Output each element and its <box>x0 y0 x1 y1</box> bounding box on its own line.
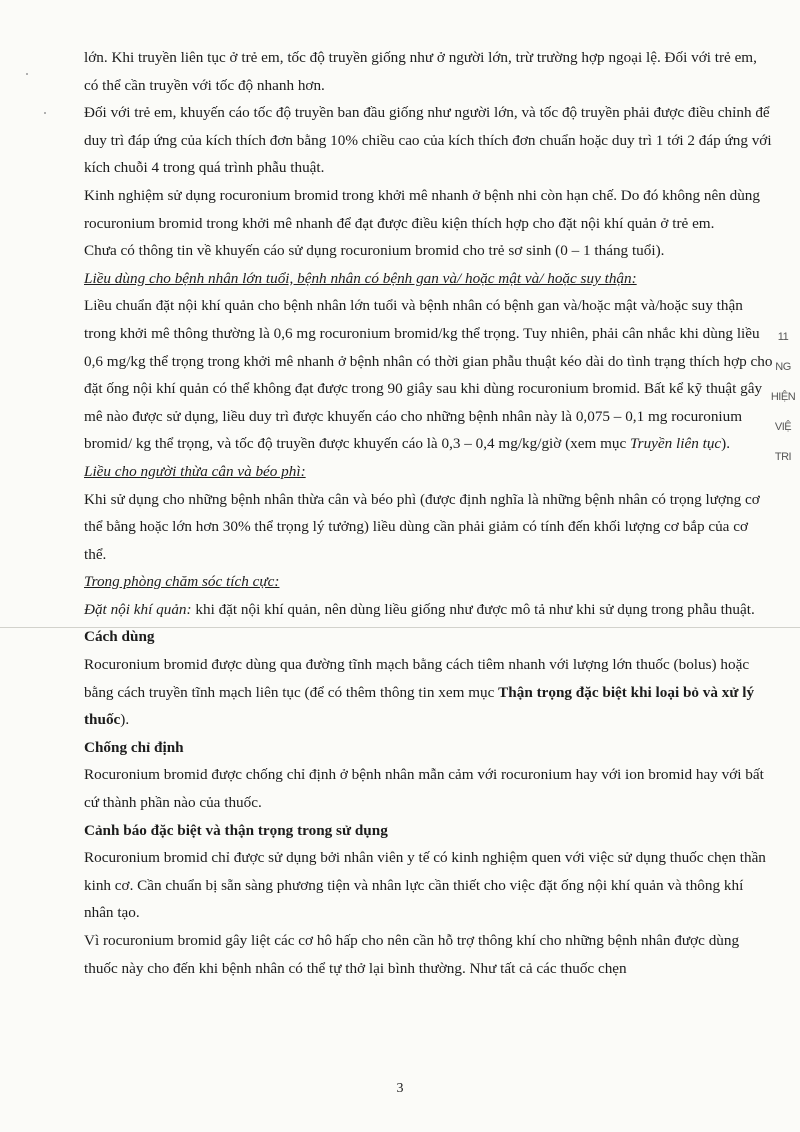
stamp-text: NG <box>775 361 791 373</box>
section-heading: Chống chỉ định <box>84 738 184 756</box>
section-heading: Cảnh báo đặc biệt và thận trọng trong sử dụng <box>84 821 388 839</box>
paragraph <box>84 596 774 624</box>
document-body <box>84 44 774 982</box>
paragraph <box>84 292 774 458</box>
paragraph-text: Liều chuẩn đặt nội khí quản cho bệnh nhân lớn tuổi và bệnh nhân có bệnh gan và/hoặc mật và/hoặc suy thận trong khởi mê thông thường là 0,6 mg rocuronium bromid/kg thể trọng. Tuy nhiên, phải cân nhắc khi dùng liều 0,6 mg/kg thể trọng trong khởi mê nhanh ở bệnh nhân có thời gian phẫu thuật kéo dài do tình trạng thích hợp cho đặt ống nội khí quản có thể không đạt được trong 90 giây sau khi dùng rocuronium bromid. Bất kể kỹ thuật gây mê nào được sử dụng, liều duy trì được khuyến cáo cho những bệnh nhân này là 0,075 – 0,1 mg rocuronium bromid/ kg thể trọng, và tốc độ truyền được khuyến cáo là 0,3 – 0,4 mg/kg/giờ (xem mục <box>84 297 773 453</box>
page-fold-line <box>0 627 800 628</box>
stamp-text: HIỆN <box>770 391 796 403</box>
cross-reference: Thận trọng đặc biệt khi loại bỏ và xử lý thuốc <box>84 683 755 729</box>
paragraph: Rocuronium bromid chỉ được sử dụng bởi nhân viên y tế có kinh nghiệm quen với việc sử dụng thuốc chẹn thần kinh cơ. Cần chuẩn bị sẵn sàng phương tiện và nhân lực cần thiết cho việc đặt ống nội khí quản và thông khí nhân tạo. <box>84 849 766 922</box>
paragraph: lớn. Khi truyền liên tục ở trẻ em, tốc độ truyền giống như ở người lớn, trừ trường hợp ngoại lệ. Đối với trẻ em, có thể cần truyền với tốc độ nhanh hơn. <box>84 49 757 94</box>
paragraph: Khi sử dụng cho những bệnh nhân thừa cân và béo phì (được định nghĩa là những bệnh nhân có trọng lượng cơ thể bằng hoặc lớn hơn 30% thể trọng lý tưởng) liều dùng cần phải giảm có tính đến khối lượng cơ bắp của cơ thể. <box>84 490 760 563</box>
paragraph-lead: Đặt nội khí quản: <box>84 600 192 618</box>
stamp-text: 11 <box>777 331 789 343</box>
paragraph <box>84 651 774 734</box>
subheading: Liều cho người thừa cân và béo phì: <box>84 462 306 480</box>
stamp-text: TRI <box>774 451 792 463</box>
section-heading: Cách dùng <box>84 628 155 646</box>
paragraph-tail: ). <box>120 711 130 729</box>
paragraph-text: khi đặt nội khí quản, nên dùng liều giống như được mô tả như khi sử dụng trong phẫu thuật. <box>195 600 755 618</box>
subheading: Liều dùng cho bệnh nhân lớn tuổi, bệnh nhân có bệnh gan và/ hoặc mật và/ hoặc suy thận: <box>84 269 637 287</box>
page-number: 3 <box>396 1081 404 1096</box>
paragraph: Rocuronium bromid được chống chỉ định ở bệnh nhân mẫn cảm với rocuronium hay với ion bromid hay với bất cứ thành phần nào của thuốc. <box>84 766 764 812</box>
paragraph-tail: ). <box>721 435 731 453</box>
stamp-text: VIỆ <box>774 421 792 433</box>
scan-speck <box>44 112 46 114</box>
paragraph: Đối với trẻ em, khuyến cáo tốc độ truyền ban đầu giống như người lớn, và tốc độ truyền phải được điều chỉnh để duy trì đáp ứng của kích thích đơn bằng 10% chiều cao của kích thích đơn chuẩn hoặc duy trì 1 tới 2 đáp ứng với kích chuỗi 4 trong quá trình phẫu thuật. <box>84 104 772 177</box>
paragraph: Vì rocuronium bromid gây liệt các cơ hô hấp cho nên cần hỗ trợ thông khí cho những bệnh nhân được dùng thuốc này cho đến khi bệnh nhân có thể tự thở lại bình thường. Như tất cả các thuốc chẹn <box>84 932 740 977</box>
cross-reference: Truyền liên tục <box>630 435 722 453</box>
subheading: Trong phòng chăm sóc tích cực: <box>84 573 280 591</box>
side-stamp <box>768 322 798 472</box>
paragraph: Chưa có thông tin về khuyến cáo sử dụng rocuronium bromid cho trẻ sơ sinh (0 – 1 tháng tuổi). <box>84 242 665 260</box>
paragraph-text: Rocuronium bromid được dùng qua đường tĩnh mạch bằng cách tiêm nhanh với lượng lớn thuốc (bolus) hoặc bằng cách truyền tĩnh mạch liên tục (để có thêm thông tin xem mục <box>84 656 750 701</box>
scan-speck <box>26 73 28 75</box>
paragraph: Kinh nghiệm sử dụng rocuronium bromid trong khởi mê nhanh ở bệnh nhi còn hạn chế. Do đó không nên dùng rocuronium bromid trong khởi mê nhanh để đạt được điều kiện thích hợp cho đặt nội khí quản ở trẻ em. <box>84 186 760 232</box>
